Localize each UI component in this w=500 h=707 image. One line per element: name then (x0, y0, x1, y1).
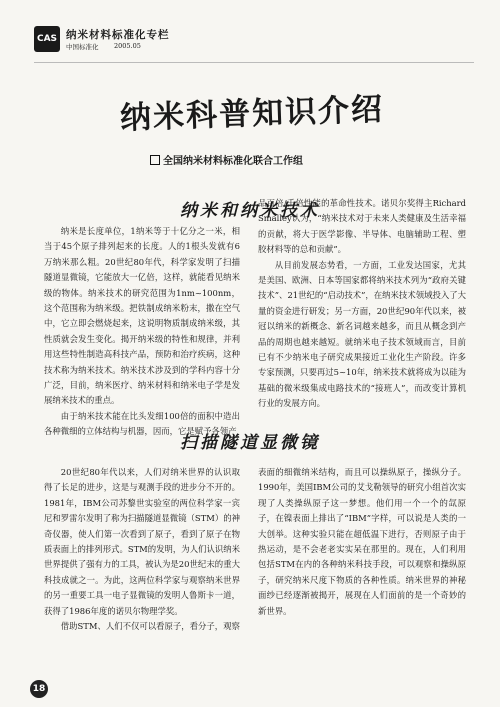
paragraph: 品百倍/千倍性能的革命性技术。诺贝尔奖得主Richard Smalley认为，“纳米技术对于未来人类健康及生活幸福的贡献，将大于医学影像、半导体、电脑辅助工程、塑胶材料等的总和贡献”。 (258, 198, 466, 255)
journal-name: 中国标准化 (66, 43, 99, 51)
page-header (34, 26, 474, 60)
page-number: 18 (30, 680, 48, 698)
paragraph: 表面的细微纳米结构，而且可以操纵原子，操纵分子。1990年，美国IBM公司的艾戈勒领导的研究小组首次实现了人类操纵原子这一梦想。他们用一个一个的氙原子，在镍表面上排出了“IBM”字样，可以说是人类的一大创举。这种实验只能在超低温下进行，否则原子由于热运动，是不会老老实实呆在那里的。现在，人们利用包括STM在内的各种纳米科技手段，可以观察和操纵原子，研究纳米尺度下物质的各种性质。纳米世界的神秘面纱已经逐渐被揭开，展现在人们面前的是一个奇妙的新世界。 (258, 467, 466, 616)
author-line (150, 152, 370, 167)
header-divider (34, 62, 474, 63)
column-title: 纳米材料标准化专栏 (66, 29, 170, 41)
body-column-right (258, 196, 466, 412)
paragraph: 借助STM、人们不仅可以看原子，看分子，观察 (60, 621, 240, 632)
author-name: 全国纳米材料标准化联合工作组 (163, 156, 303, 167)
body-column-left (44, 465, 240, 634)
paragraph: 从目前发展态势看，一方面，工业发达国家，尤其是美国、欧洲、日本等国家都将纳米技术列为“政府关键技术”、21世纪的“启动技术”，在纳米技术领域投入了大量的资金进行研发；另一方面，20世纪90年代以来，被冠以纳米的新概念、新名词越来越多，而且从概念到产品的周期也越来越短。就纳米电子技术领域而言，目前已有不少纳米电子研究成果接近工业化生产阶段。许多专家预测，只要再过5~10年，纳米技术就将成为以硅为基础的微米级集成电路技术的“接班人”，而改变计算机行业的发展方向。 (258, 259, 466, 409)
paragraph: 20世纪80年代以来，人们对纳米世界的认识取得了长足的进步，这是与观测手段的进步分不开的。1981年，IBM公司苏黎世实验室的两位科学家一宾尼和罗雷尔发明了称为扫描隧道显微镜（STM）的神奇仪器，使人们第一次看到了原子，看到了原子在物质表面上的排列形式。STM的发明，为人们认识纳米世界提供了强有力的工具，被认为是20世纪末的重大科技成就之一。为此，这两位科学家与观察纳米世界的另一重要工具一电子显微镜的发明人鲁斯卡一道，获得了1986年度的诺贝尔物理学奖。 (44, 467, 240, 616)
paragraph: 纳米是长度单位，1纳米等于十亿分之一米，相当于45个原子排列起来的长度。人的1根头发就有6万纳米那么粗。20世纪80年代，科学家发明了扫描隧道显微镜，它能放大一亿倍，这样，就能看见纳米级的物体。纳米技术的研究范围为1nm~100nm，这个范围称为纳米级。把铁制成纳米粉末，撒在空气中，它立即会燃烧起来，这说明物质制成纳米级，其性质就会发生变化。揭开纳米级的特性和规律，并利用这些特性制造高科技产品，预防和治疗疾病，这种技术称为纳米技术。纳米技术涉及到的学科内容十分广泛，目前，纳米医疗、纳米材料和纳米电子学是发展纳米技术的重点。 (44, 226, 240, 406)
body-column-left (44, 224, 240, 440)
journal-logo: CAS (34, 26, 60, 52)
section-heading: 纳米和纳米技术 (180, 201, 320, 221)
body-column-right (258, 465, 466, 619)
square-bullet-icon (150, 155, 160, 165)
issue-date: 2005.05 (114, 42, 141, 50)
article-title: 纳米科普知识介绍 (119, 91, 385, 137)
paragraph: 由于纳米技术能在比头发细100倍的面积中造出各种微细的立体结构与机器，因而，它是赋予各领产 (44, 410, 240, 437)
section-heading: 扫描隧道显微镜 (180, 433, 320, 453)
